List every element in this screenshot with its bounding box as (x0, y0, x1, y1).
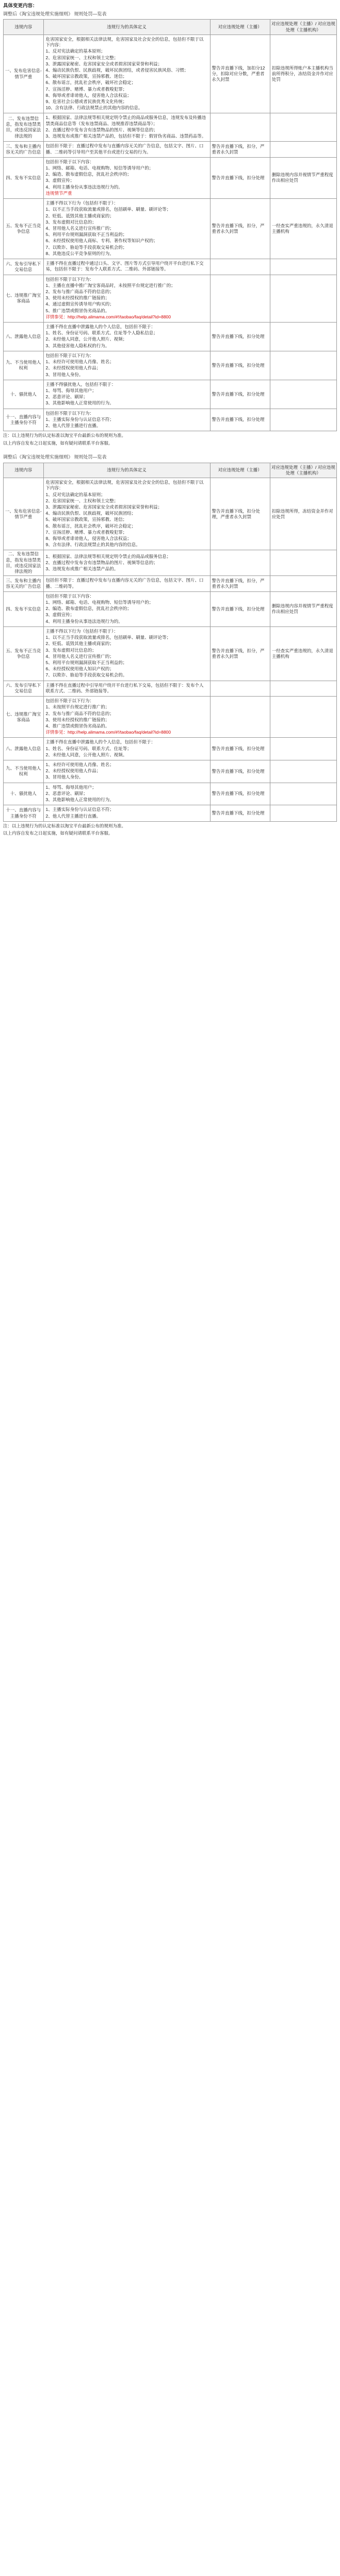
column-header-type: 违规内容 (4, 463, 44, 478)
table-row (4, 805, 337, 821)
agency-penalty-cell (270, 697, 336, 738)
table-row (4, 351, 337, 380)
penalty-cell (210, 550, 270, 576)
violation-type-cell: 六、发布引导私下交易信息 (4, 681, 44, 696)
rule-line: 3、其他影响他人正常使用的行为。 (45, 400, 114, 406)
rule-definition-cell (43, 351, 210, 380)
rule-line: 1、辱骂、侮辱其他用户； (45, 784, 96, 790)
rule-line: 3、冒用他人身份。 (45, 371, 84, 377)
rule-line: 2、编造、散布虚假信息，扰乱社会秩序的； (45, 606, 132, 612)
rule-line: 4、通过虚假宣传诱导用户购买的； (45, 301, 114, 307)
rule-highlight-line: 详情参见：http://help.alimama.com/#!/taobao/faq/detail?id=8800 (45, 730, 171, 735)
table-row (4, 576, 337, 591)
rule-line: 4、冒用他人名义进行宣传推广的； (45, 225, 114, 231)
rule-line: 主播不得在直播过程中通过口头、文字、图片等方式引导用户绕开平台进行私下交易，包括但不限于：发布个人联系方式、二维码、外部链接等。 (45, 261, 204, 272)
rule-line: 包括但不限于以下内容： (45, 159, 94, 164)
rule-line: 2、他人代替主播进行直播。 (45, 813, 101, 819)
agency-penalty-cell: 一经查实严重违规的，永久清退主播机构 (270, 626, 336, 681)
table-row (4, 681, 337, 696)
table-row (4, 626, 337, 681)
table-row (4, 760, 337, 783)
agency-penalty-cell (270, 805, 336, 821)
rule-line: 3、使用未经授权的推广链接的； (45, 295, 110, 301)
rule-line: 3、违规发布或推广相关违禁产品的，包括但不限于：假冒伪劣商品、违禁药品等。 (45, 133, 206, 139)
section-gap (3, 446, 337, 453)
rule-line: 8、侮辱或者诽谤他人，侵害他人合法权益； (45, 92, 132, 98)
rule-line: 10、含有法律、行政法规禁止的其他内容的信息。 (45, 105, 143, 111)
table-row (4, 259, 337, 275)
rule-definition-cell (43, 409, 210, 431)
rule-line: 3、发布虚假对比信息的； (45, 647, 96, 653)
rule-line: 3、冒用他人身份。 (45, 774, 84, 780)
column-header-extra: 对应违规处理（主播）/ 对应违规处理（主播机构） (270, 463, 336, 478)
violation-type-cell: 一、发布危害信息-情节严重 (4, 478, 44, 550)
agency-penalty-cell (270, 142, 336, 157)
table-title: 调整后《淘宝违规处理实施细则》 规则处罚—览表 (3, 11, 107, 16)
rule-line: 主播不得在直播中泄露他人的个人信息，包括但不限于： (45, 739, 156, 745)
penalty-cell: 警告并直播下线，扣分处理 (210, 591, 270, 626)
penalty-cell (210, 697, 270, 738)
rule-line: 1、根据国家、法律法规等相关规定明令禁止的商品或服务信息，违规发布及传播违禁类商品信息等（发布违禁商品、违规推荐违禁商品等）； (45, 115, 206, 126)
penalty-cell (210, 259, 270, 275)
rule-line: 4、利用主播身份从事违法违规行为的。 (45, 618, 123, 624)
rule-line: 1、主播在直播中推广淘宝客商品时，未按照平台规定进行推广的； (45, 282, 175, 288)
rule-line: 1、网络、邮箱、电话、电视购物、短信等诱导用户的； (45, 165, 154, 171)
violation-type-cell: 三、发布和主播内容无关的广告信息 (4, 576, 44, 591)
agency-penalty-cell (270, 323, 336, 351)
table-row (4, 142, 337, 157)
table-note: 注：以上违规行为的认定标准以淘宝平台最新公布的规则为准。 (3, 823, 126, 828)
rule-line: 包括但不限于以下行为： (45, 410, 94, 416)
rule-line: 9、危害社会公德或者民族优秀文化传统； (45, 99, 127, 105)
rule-definition-cell (43, 275, 210, 323)
violation-type-cell: 二、发布违禁信息，指发布违禁类目，或违反国家法律法规的 (4, 113, 44, 142)
rule-line: 包括但不限于以下行为： (45, 276, 94, 282)
penalty-cell: 警告并直播下线，扣分，严重者永久封禁 (210, 576, 270, 591)
rule-line: 7、宣扬淫秽、赌博、暴力或者教唆犯罪； (45, 529, 127, 535)
penalty-cell: 警告并直播下线，扣分处理 (210, 409, 270, 431)
rule-line: 2、贬低、诋毁其他主播或商家的； (45, 213, 114, 218)
table-row (4, 738, 337, 760)
rule-line: 主播不得以下行为（包括但不限于）： (45, 200, 118, 206)
penalty-cell: 警告并直播下线，加扣分12分，扣除对应分数，严重者永久封禁 (210, 35, 270, 113)
rule-line: 7、宣扬淫秽、赌博、暴力或者教唆犯罪； (45, 86, 127, 92)
rule-line: 1、根据国家、法律法规等相关规定明令禁止的商品或服务信息； (45, 553, 171, 559)
rule-line: 主播不得在直播中泄露他人的个人信息，包括但不限于： (45, 324, 156, 330)
rule-line: 3、虚假宣传； (45, 178, 75, 183)
penalty-cell: 警告并直播下线，扣分处理，严重者永久封禁 (210, 478, 270, 550)
rule-line: 包括但不限于：直播过程中发布与直播内容无关的广告信息，包括文字、图片、口播、二维码等引导用户至其他平台或进行交易的行为。 (45, 143, 204, 155)
rules-table (3, 19, 337, 431)
rule-definition-cell (43, 805, 210, 821)
agency-penalty-cell (270, 259, 336, 275)
tables-container (3, 11, 337, 837)
column-header-rule: 违规行为的具体定义 (43, 463, 210, 478)
violation-type-cell: 九、不当使用他人权利 (4, 760, 44, 783)
rule-line: 1、姓名、身份证号码、联系方式、住址等； (45, 745, 132, 751)
rule-line: 1、反对宪法确定的基本原则； (45, 48, 105, 54)
table-row (4, 409, 337, 431)
rule-line: 3、其他侵害他人隐私权的行为。 (45, 343, 110, 348)
penalty-cell: 警告并直播下线，扣分处理 (210, 738, 270, 760)
agency-penalty-cell: 一经查实严重违规的，永久清退主播机构 (270, 199, 336, 259)
rule-line: 1、未按照平台规定进行推广的； (45, 704, 110, 710)
penalty-cell: 警告并直播下线，扣分处理 (210, 805, 270, 821)
rule-definition-cell (43, 157, 210, 198)
rule-line: 1、以不正当手段获取流量或排名，包括刷单、刷量、刷评论等； (45, 635, 171, 640)
rule-definition-cell (43, 738, 210, 760)
penalty-cell (210, 275, 270, 323)
table-row (4, 550, 337, 576)
table-note: 以上内容自发布之日起实施，如有疑问请联系平台客服。 (3, 831, 113, 836)
rule-line: 4、冒用他人名义进行宣传推广的； (45, 653, 114, 659)
penalty-cell: 警告并直播下线，扣分处理 (210, 783, 270, 805)
rule-line: 危害国家安全，根据相关法律法规，危害国家及社会安全的信息，包括但不限于以下内容： (45, 36, 204, 48)
rule-line: 2、贬低、诋毁其他主播或商家的； (45, 641, 114, 647)
rule-line: 包括但不限于：直播过程中发布与直播内容无关的广告信息，包括文字、图片、口播、二维码等。 (45, 578, 204, 589)
rule-definition-cell (43, 323, 210, 351)
penalty-cell: 警告并直播下线，扣分处理 (210, 760, 270, 783)
table-row (4, 275, 337, 323)
rule-line: 5、利用平台规则漏洞获取不正当利益的； (45, 232, 127, 238)
rule-highlight-line: 违规情节严重 (45, 190, 72, 196)
table-row (4, 113, 337, 142)
rule-line: 1、辱骂、侮辱其他用户； (45, 388, 96, 393)
section-title: 具体变更内容： (3, 3, 38, 9)
rule-line: 主播不得以下行为（包括但不限于）： (45, 628, 118, 634)
rule-line: 包括但不限于以下行为： (45, 352, 94, 358)
penalty-cell: 警告并直播下线，扣分，严重者永久封禁 (210, 199, 270, 259)
rule-line: 8、侮辱或者诽谤他人，侵害他人合法权益； (45, 536, 132, 541)
rule-definition-cell (43, 113, 210, 142)
violation-type-cell: 五、发布不正当竞争信息 (4, 199, 44, 259)
agency-penalty-cell (270, 113, 336, 142)
rule-line: 1、姓名、身份证号码、联系方式、住址等个人隐私信息； (45, 330, 158, 336)
rule-line: 2、危害国家统一、主权和领土完整； (45, 498, 119, 503)
rule-line: 4、煽动民族仇恨、民族歧视，破坏民族团结，或者侵害民族风俗、习惯； (45, 67, 189, 73)
table-row (4, 323, 337, 351)
column-header-type: 违规内容 (4, 20, 44, 35)
rule-line: 3、泄露国家秘密、危害国家安全或者损害国家荣誉和利益； (45, 504, 163, 510)
agency-penalty-cell (270, 409, 336, 431)
table-row (4, 697, 337, 738)
rule-line: 2、恶意评论、刷屏； (45, 394, 88, 400)
agency-penalty-cell: 扣除违规所得账户本主播机构当前所得积分，冻结资金并作对应处罚 (270, 35, 336, 113)
rule-line: 包括但不限于以下行为： (45, 698, 94, 704)
rule-line: 2、未经授权使用他人作品； (45, 365, 101, 371)
rule-line: 5、推广违禁或假冒伪劣商品的。 (45, 308, 110, 313)
rule-line: 6、未经授权使用他人商标、专利、著作权等知识产权的； (45, 238, 158, 244)
column-header-penalty: 对应违规处理（主播） (210, 20, 270, 35)
table-note: 以上内容自发布之日起实施，如有疑问请联系平台客服。 (3, 440, 113, 446)
violation-type-cell: 十一、直播内容与主播身份不符 (4, 409, 44, 431)
penalty-cell (210, 681, 270, 696)
rule-definition-cell (43, 697, 210, 738)
column-header-penalty: 对应违规处理（主播） (210, 463, 270, 478)
table-note: 注：以上违规行为的认定标准以淘宝平台最新公布的规则为准。 (3, 433, 126, 438)
violation-type-cell: 十、骚扰他人 (4, 783, 44, 805)
rule-line: 9、含有法律、行政法规禁止的其他内容的信息。 (45, 542, 140, 548)
violation-type-cell: 六、发布引导私下交易信息 (4, 259, 44, 275)
violation-type-cell: 二、发布违禁信息，指发布违禁类目，或违反国家法律法规的 (4, 550, 44, 576)
rule-line: 3、其他影响他人正常使用的行为。 (45, 797, 114, 803)
rule-definition-cell (43, 760, 210, 783)
violation-type-cell: 五、发布不正当竞争信息 (4, 626, 44, 681)
rule-line: 8、其他违反公平竞争原则的行为。 (45, 250, 114, 256)
rule-definition-cell (43, 199, 210, 259)
rule-definition-cell (43, 681, 210, 696)
violation-type-cell: 七、违规推广淘宝客商品 (4, 275, 44, 323)
penalty-cell: 警告并直播下线，扣分，严重者永久封禁 (210, 142, 270, 157)
table-row (4, 35, 337, 113)
agency-penalty-cell (270, 738, 336, 760)
violation-type-cell: 一、发布危害信息-情节严重 (4, 35, 44, 113)
rule-definition-cell (43, 142, 210, 157)
rule-line: 2、编造、散布虚假信息，扰乱社会秩序的； (45, 172, 132, 177)
rule-definition-cell (43, 626, 210, 681)
rule-line: 3、发布虚假对比信息的； (45, 219, 96, 225)
rule-line: 1、主播实际身份与认证信息不符； (45, 416, 114, 422)
rule-line: 2、未经他人同意，公开他人照片、视频； (45, 336, 127, 342)
penalty-cell: 警告并直播下线，扣分处理 (210, 380, 270, 409)
violation-type-cell: 三、发布和主播内容无关的广告信息 (4, 142, 44, 157)
rule-line: 主播不得在直播过程中引导用户绕开平台进行私下交易，包括但不限于：发布个人联系方式、二维码、外部链接等。 (45, 682, 204, 693)
rule-line: 包括但不限于以下内容： (45, 593, 94, 599)
rule-definition-cell (43, 783, 210, 805)
agency-penalty-cell: 删除违规内容并视情节严重程度作出相应处罚 (270, 157, 336, 198)
penalty-cell: 警告并直播下线，扣分，严重者永久封禁 (210, 626, 270, 681)
violation-type-cell: 九、不当使用他人权利 (4, 351, 44, 380)
rule-line: 2、直播过程中发布含有违禁物品的图片、视频等信息的； (45, 127, 158, 132)
rule-highlight-line: 详情参见：http://help.alimama.com/#!/taobao/faq/detail?id=8800 (45, 314, 171, 319)
rule-line: 1、未经许可使用他人肖像、姓名； (45, 359, 114, 365)
table-row (4, 199, 337, 259)
violation-type-cell: 八、泄露他人信息 (4, 323, 44, 351)
document-page (0, 0, 340, 840)
rule-line: 2、未经授权使用他人作品； (45, 768, 101, 774)
rule-line: 6、散布谣言，扰乱社会秩序，破坏社会稳定； (45, 523, 136, 529)
rule-line: 2、他人代替主播进行直播。 (45, 423, 101, 429)
rule-line: 2、未经他人同意，公开他人照片、视频。 (45, 752, 127, 757)
violation-type-cell: 八、泄露他人信息 (4, 738, 44, 760)
violation-type-cell: 四、发布不实信息 (4, 591, 44, 626)
table-row (4, 591, 337, 626)
violation-type-cell: 七、违规推广淘宝客商品 (4, 697, 44, 738)
rule-line: 6、未经授权使用他人知识产权的； (45, 666, 114, 672)
rule-line: 2、发布与推广商品不符的信息的； (45, 289, 114, 294)
rule-line: 7、以欺诈、胁迫等手段获取交易机会的； (45, 244, 127, 250)
rule-line: 2、发布与推广商品不符的信息的； (45, 710, 114, 716)
violation-type-cell: 十一、直播内容与主播身份不符 (4, 805, 44, 821)
agency-penalty-cell (270, 550, 336, 576)
rule-definition-cell (43, 576, 210, 591)
rule-line: 4、利用主播身份从事违法违规行为的。 (45, 184, 123, 190)
rule-line: 5、利用平台规则漏洞获取不正当利益的； (45, 659, 127, 665)
rule-definition-cell (43, 591, 210, 626)
rule-definition-cell (43, 478, 210, 550)
rule-definition-cell (43, 259, 210, 275)
rule-line: 3、违规发布或推广相关违禁产品的。 (45, 566, 119, 572)
table-title: 调整后《淘宝违规处理实施细则》 规则处罚—览表 (3, 454, 107, 460)
rule-line: 1、网络、邮箱、电话、电视购物、短信等诱导用户的； (45, 600, 154, 605)
rule-line: 主播不得骚扰他人，包括但不限于： (45, 381, 116, 387)
table-row (4, 157, 337, 198)
rule-line: 1、反对宪法确定的基本原则； (45, 492, 105, 497)
rule-line: 2、恶意评论、刷屏； (45, 790, 88, 796)
agency-penalty-cell (270, 576, 336, 591)
rule-line: 2、直播过程中发布含有违禁物品的图片、视频等信息的； (45, 560, 158, 565)
violation-type-cell: 四、发布不实信息 (4, 157, 44, 198)
agency-penalty-cell (270, 380, 336, 409)
rule-line: 2、危害国家统一、主权和领土完整； (45, 55, 119, 60)
agency-penalty-cell (270, 275, 336, 323)
penalty-cell: 警告并直播下线，扣分处理 (210, 323, 270, 351)
penalty-cell: 警告并直播下线，扣分处理 (210, 351, 270, 380)
agency-penalty-cell (270, 351, 336, 380)
rule-line: 1、未经许可使用他人肖像、姓名； (45, 762, 114, 768)
rule-line: 3、泄露国家秘密、危害国家安全或者损害国家荣誉和利益； (45, 61, 163, 66)
rule-line: 5、破坏国家宗教政策，宣扬邪教、迷信； (45, 517, 127, 522)
rule-line: 3、虚假宣传； (45, 612, 75, 618)
rule-line: 4、推广违禁或假冒伪劣商品的。 (45, 723, 110, 728)
rule-definition-cell (43, 35, 210, 113)
table-row (4, 783, 337, 805)
rule-line: 6、散布谣言，扰乱社会秩序，破坏社会稳定； (45, 80, 136, 86)
column-header-rule: 违规行为的具体定义 (43, 20, 210, 35)
agency-penalty-cell (270, 681, 336, 696)
rule-definition-cell (43, 380, 210, 409)
rule-line: 1、以不正当手段获取流量或排名，包括刷单、刷量、刷评论等； (45, 207, 171, 212)
penalty-cell: 警告并直播下线，扣分处理 (210, 157, 270, 198)
rule-definition-cell (43, 550, 210, 576)
rule-line: 1、主播实际身份与认证信息不符； (45, 807, 114, 812)
rule-line: 3、使用未经授权的推广链接的； (45, 717, 110, 722)
rules-table (3, 463, 337, 822)
rule-line: 4、煽动民族仇恨、民族歧视，破坏民族团结； (45, 511, 136, 516)
rule-line: 危害国家安全，根据相关法律法规，危害国家及社会安全的信息，包括但不限于以下内容： (45, 480, 204, 491)
agency-penalty-cell: 删除违规内容并视情节严重程度作出相应处罚 (270, 591, 336, 626)
rule-line: 5、破坏国家宗教政策，宣扬邪教、迷信； (45, 74, 127, 79)
rule-line: 7、以欺诈、胁迫等手段获取交易机会的。 (45, 672, 127, 678)
agency-penalty-cell (270, 760, 336, 783)
agency-penalty-cell (270, 783, 336, 805)
agency-penalty-cell: 扣除违规所得，冻结资金并作对应处罚 (270, 478, 336, 550)
table-row (4, 380, 337, 409)
column-header-extra: 对应违规处理（主播）/ 对应违规处理（主播机构） (270, 20, 336, 35)
penalty-cell (210, 113, 270, 142)
violation-type-cell: 十、骚扰他人 (4, 380, 44, 409)
table-row (4, 478, 337, 550)
